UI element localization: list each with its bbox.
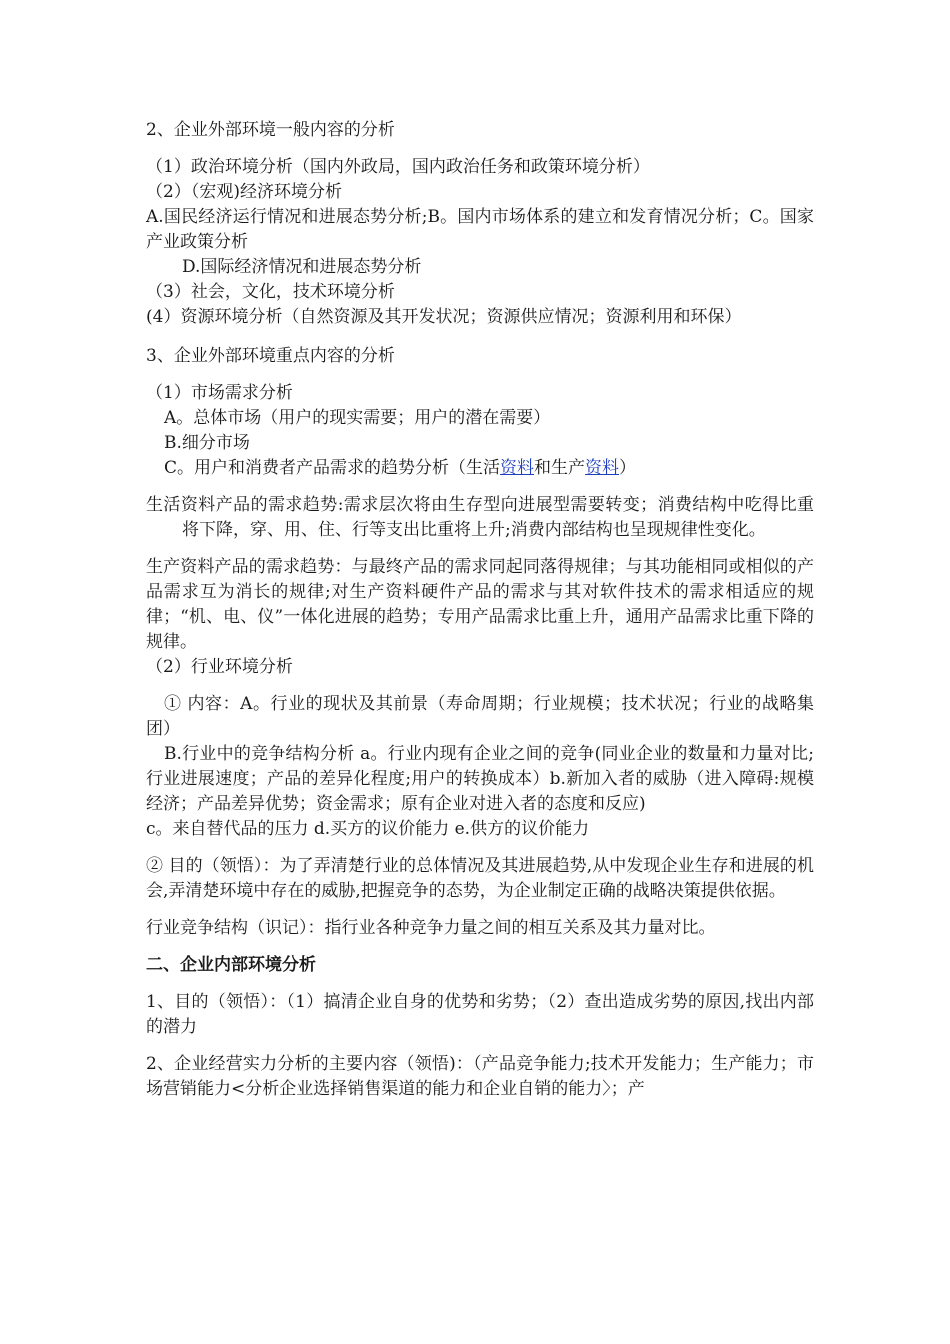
market-demand-a-line: A。总体市场（用户的现实需要；用户的潜在需要） [164,408,551,428]
competition-definition-line: 行业竞争结构（识记）：指行业各种竞争力量之间的相互关系及其力量对比。 [146,918,716,938]
section-2-title: 2、企业外部环境一般内容的分析 [146,120,395,140]
materials-link-2[interactable]: 资料 [585,458,620,478]
political-env-line: （1）政治环境分析（国内外政局，国内政治任务和政策环境分析） [146,157,650,177]
document-page [146,118,814,1102]
market-demand-c-text-3: ） [619,458,637,478]
economic-env-line: （2）（宏观)经济环境分析 [146,182,342,202]
substitute-pressure-line: c。来自替代品的压力 d.买方的议价能力 e.供方的议价能力 [146,819,590,839]
internal-purpose-paragraph: 1、目的（领悟）：（1）搞清企业自身的优势和劣势；（2）查出造成劣势的原因,找出内部的潜力 [146,992,814,1037]
industry-content-paragraph: ① 内容：A。行业的现状及其前景（寿命周期；行业规模；技术状况；行业的战略集团） [146,694,814,739]
section-3-title: 3、企业外部环境重点内容的分析 [146,346,395,366]
production-materials-trend-paragraph: 生产资料产品的需求趋势：与最终产品的需求同起同落得规律；与其功能相同或相似的产品需求互为消长的规律;对生产资料硬件产品的需求与其对软件技术的需求相适应的规律；“机、电、仪”一体化进展的趋势；专用产品需求比重上升，通用产品需求比重下降的规律。 [146,557,814,652]
materials-link-1[interactable]: 资料 [500,458,535,478]
market-demand-line: （1）市场需求分析 [146,383,293,403]
market-demand-c-line [146,456,814,481]
industry-purpose-paragraph: ② 目的（领悟）：为了弄清楚行业的总体情况及其进展趋势,从中发现企业生存和进展的机会,弄清楚环境中存在的威胁,把握竞争的态势，为企业制定正确的战略决策提供依据。 [146,856,814,901]
economic-env-d-line: D.国际经济情况和进展态势分析 [182,257,422,277]
part-2-title: 二、企业内部环境分析 [146,955,316,975]
life-materials-trend-paragraph: 生活资料产品的需求趋势:需求层次将由生存型向进展型需要转变；消费结构中吃得比重将下降，穿、用、住、行等支出比重将上升;消费内部结构也呈现规律性变化。 [146,495,814,540]
resource-env-line: (4）资源环境分析（自然资源及其开发状况；资源供应情况；资源利用和环保） [146,307,742,327]
social-env-line: （3）社会，文化，技术环境分析 [146,282,395,302]
business-strength-paragraph: 2、企业经营实力分析的主要内容（领悟)：（产品竞争能力;技术开发能力；生产能力；市场营销能力<分析企业选择销售渠道的能力和企业自销的能力〉；产 [146,1054,814,1099]
market-demand-c-text-1: C。用户和消费者产品需求的趋势分析（生活 [164,458,501,478]
competition-structure-paragraph: B.行业中的竞争结构分析 a。行业内现有企业之间的竞争(同业企业的数量和力量对比;行业进展速度；产品的差异化程度;用户的转换成本）b.新加入者的威胁（进入障碍:规模经济；产品差异优势；资金需求；原有企业对进入者的态度和反应) [146,744,814,814]
industry-env-line: （2）行业环境分析 [146,657,293,677]
market-demand-c-text-2: 和生产 [534,458,586,478]
market-demand-b-line: B.细分市场 [164,433,250,453]
economic-env-ab-line: A.国民经济运行情况和进展态势分析;B。国内市场体系的建立和发育情况分析；C。国家产业政策分析 [146,207,814,252]
